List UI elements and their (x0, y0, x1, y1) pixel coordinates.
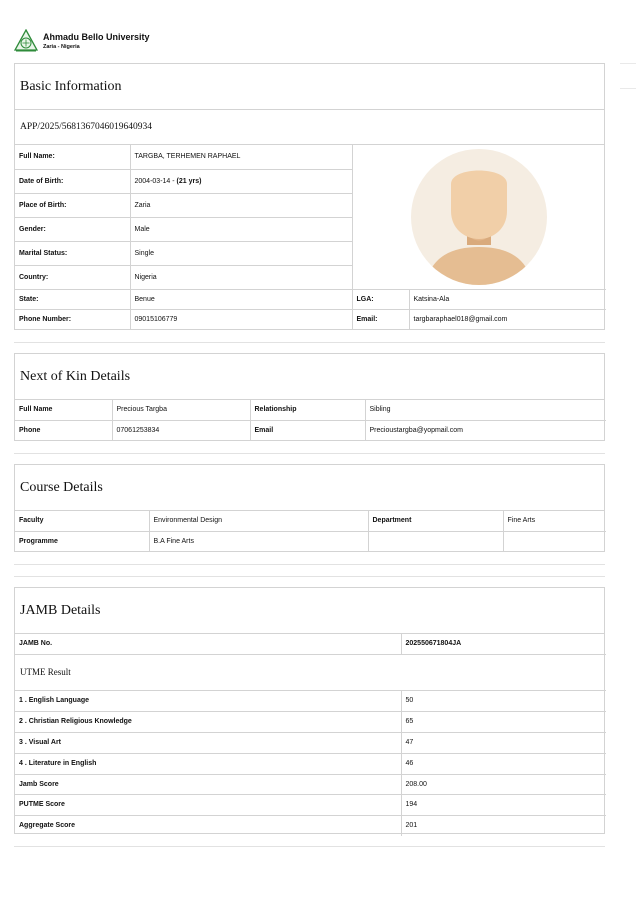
full-name-value: TARGBA, TERHEMEN RAPHAEL (130, 145, 352, 169)
divider (14, 846, 605, 847)
empty-cell (368, 531, 503, 551)
photo-cell (352, 145, 606, 289)
jamb-number-value: 202550671804JA (401, 634, 606, 654)
department-value: Fine Arts (503, 511, 606, 531)
country-value: Nigeria (130, 265, 352, 289)
marital-status-label: Marital Status: (15, 241, 130, 265)
next-of-kin-section (14, 353, 605, 441)
marital-status-value: Single (130, 241, 352, 265)
subject-row (15, 732, 606, 753)
subject-label: 4 . Literature in English (15, 753, 401, 774)
department-label: Department (368, 511, 503, 531)
full-name-label: Full Name: (15, 145, 130, 169)
divider (620, 63, 636, 64)
divider (620, 88, 636, 89)
dob-date: 2004-03-14 (134, 177, 171, 185)
place-of-birth-value: Zaria (130, 193, 352, 217)
kin-relationship-label: Relationship (250, 400, 365, 420)
jamb-score-label: Jamb Score (15, 774, 401, 794)
putme-score-value: 194 (401, 794, 606, 815)
subject-score: 50 (401, 690, 606, 711)
programme-value: B.A Fine Arts (149, 531, 368, 551)
section-title: Basic Information (15, 64, 604, 110)
subject-score: 65 (401, 711, 606, 732)
subject-label: 2 . Christian Religious Knowledge (15, 711, 401, 732)
application-number: APP/2025/5681367046019640934 (15, 110, 604, 145)
kin-phone-value: 07061253834 (112, 420, 250, 440)
jamb-score-value: 208.00 (401, 774, 606, 794)
phone-number-value: 09015106779 (130, 309, 352, 329)
lga-value: Katsina-Ala (409, 289, 606, 309)
aggregate-score-value: 201 (401, 815, 606, 836)
subject-score: 46 (401, 753, 606, 774)
age-value: (21 yrs) (176, 177, 202, 185)
empty-cell (503, 531, 606, 551)
subject-label: 1 . English Language (15, 690, 401, 711)
date-of-birth-label: Date of Birth: (15, 169, 130, 193)
date-of-birth-value (130, 169, 352, 193)
jamb-details-section (14, 587, 605, 834)
divider (14, 576, 605, 577)
subject-row (15, 690, 606, 711)
kin-relationship-value: Sibling (365, 400, 606, 420)
university-name: Ahmadu Bello University (43, 32, 150, 42)
divider (14, 564, 605, 565)
putme-score-label: PUTME Score (15, 794, 401, 815)
basic-information-section (14, 63, 605, 330)
kin-email-value: Precioustargba@yopmail.com (365, 420, 606, 440)
country-label: Country: (15, 265, 130, 289)
subject-row (15, 753, 606, 774)
section-title: Next of Kin Details (15, 354, 604, 400)
subject-row (15, 711, 606, 732)
course-details-section (14, 464, 605, 552)
avatar (411, 149, 547, 285)
place-of-birth-label: Place of Birth: (15, 193, 130, 217)
divider (14, 342, 605, 343)
faculty-label: Faculty (15, 511, 149, 531)
phone-number-label: Phone Number: (15, 309, 130, 329)
kin-full-name-value: Precious Targba (112, 400, 250, 420)
email-label: Email: (352, 309, 409, 329)
aggregate-score-label: Aggregate Score (15, 815, 401, 836)
section-title: JAMB Details (15, 588, 604, 634)
kin-email-label: Email (250, 420, 365, 440)
course-details-table (15, 511, 606, 551)
basic-info-table (15, 145, 606, 329)
page-header (14, 27, 150, 55)
divider (14, 453, 605, 454)
faculty-value: Environmental Design (149, 511, 368, 531)
programme-label: Programme (15, 531, 149, 551)
state-value: Benue (130, 289, 352, 309)
jamb-details-table (15, 634, 606, 836)
email-value: targbaraphael018@gmail.com (409, 309, 606, 329)
jamb-number-label: JAMB No. (15, 634, 401, 654)
university-location: Zaria - Nigeria (43, 44, 80, 50)
gender-label: Gender: (15, 217, 130, 241)
kin-full-name-label: Full Name (15, 400, 112, 420)
subject-label: 3 . Visual Art (15, 732, 401, 753)
next-of-kin-table (15, 400, 606, 440)
kin-phone-label: Phone (15, 420, 112, 440)
utme-result-heading: UTME Result (15, 654, 606, 690)
section-title: Course Details (15, 465, 604, 511)
dob-separator: - (170, 177, 177, 185)
subject-score: 47 (401, 732, 606, 753)
state-label: State: (15, 289, 130, 309)
lga-label: LGA: (352, 289, 409, 309)
university-logo-icon (14, 29, 38, 53)
gender-value: Male (130, 217, 352, 241)
